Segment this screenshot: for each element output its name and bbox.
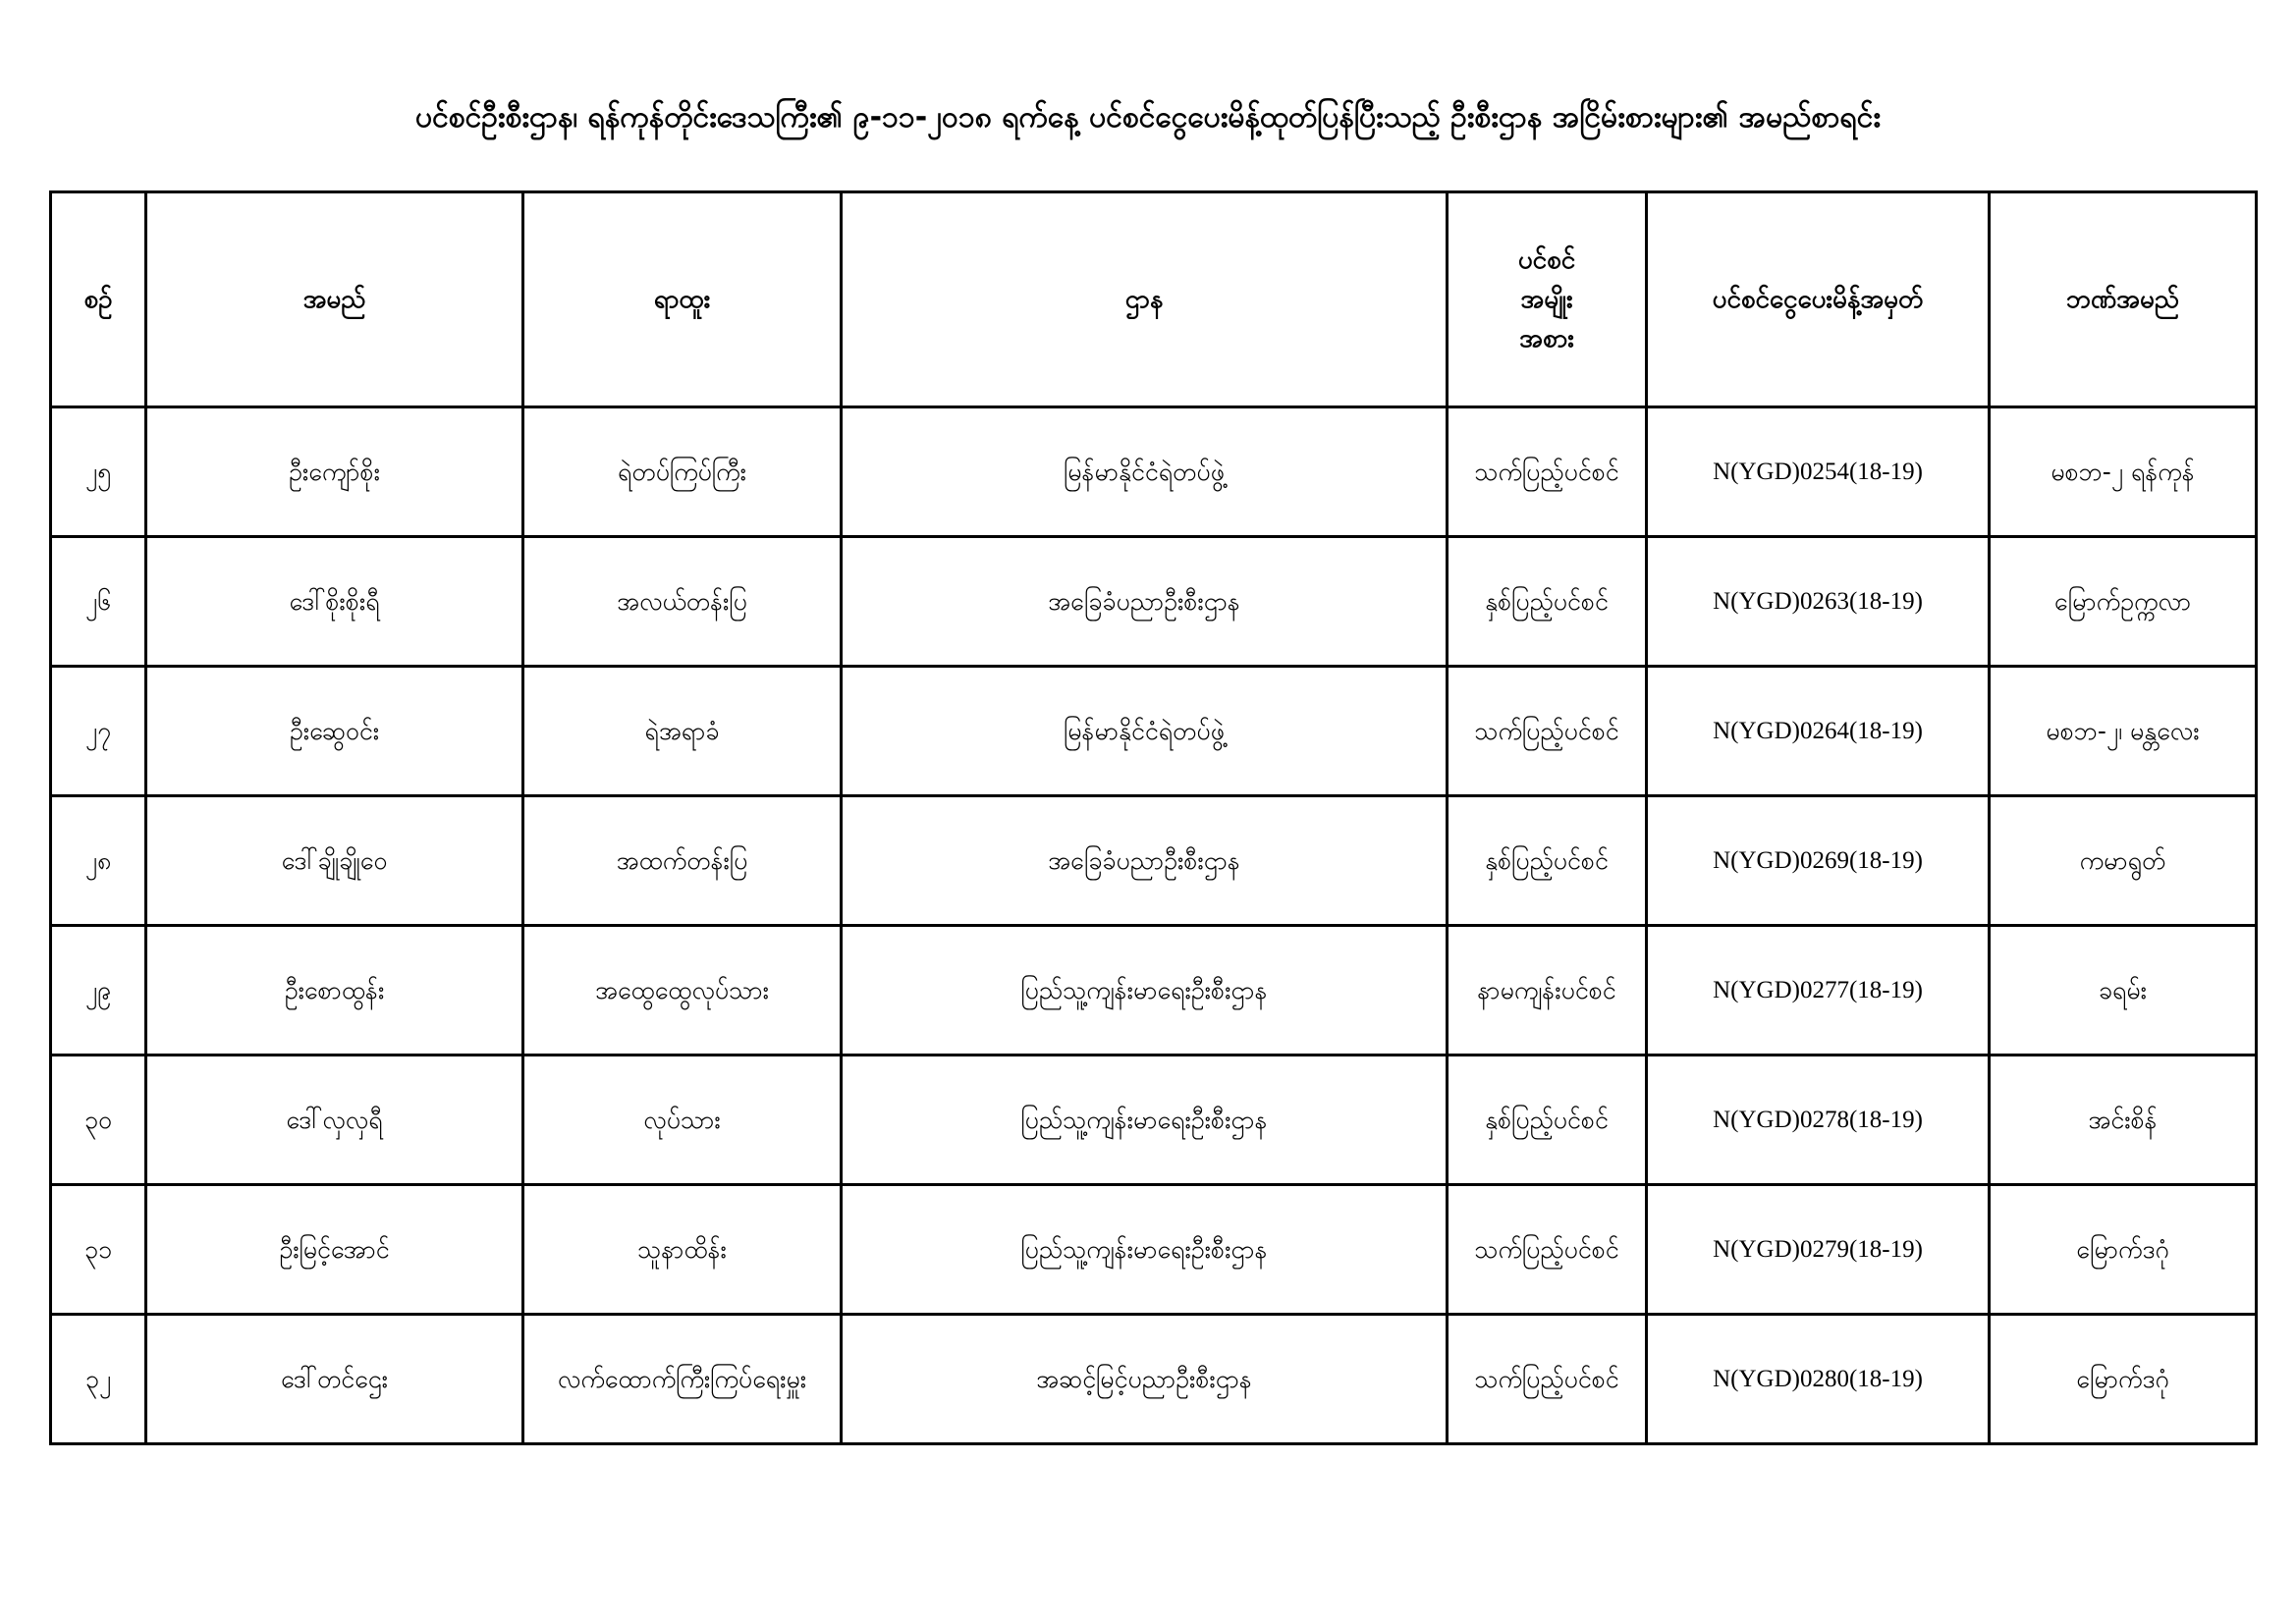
cell-position: လက်ထောက်ကြီးကြပ်ရေးမှူး	[523, 1315, 842, 1444]
cell-bank-name: ကမာရွတ်	[1990, 796, 2257, 926]
cell-bank-name: အင်းစိန်	[1990, 1056, 2257, 1185]
cell-name: ဦးဆွေဝင်း	[146, 667, 523, 796]
cell-department: ပြည်သူ့ကျန်းမာရေးဦးစီးဌာန	[842, 926, 1448, 1056]
cell-position: အလယ်တန်းပြ	[523, 537, 842, 667]
table-row	[51, 926, 2257, 1056]
cell-position: အထွေထွေလုပ်သား	[523, 926, 842, 1056]
cell-pension-order-no: N(YGD)0269(18-19)	[1647, 796, 1990, 926]
cell-pension-type: နှစ်ပြည့်ပင်စင်	[1448, 1056, 1647, 1185]
cell-pension-type: နှစ်ပြည့်ပင်စင်	[1448, 537, 1647, 667]
cell-name: ဦးမြင့်အောင်	[146, 1185, 523, 1315]
cell-name: ဒေါ်တင်ဌေး	[146, 1315, 523, 1444]
cell-serial-no: ၃၁	[51, 1185, 146, 1315]
cell-pension-type: သက်ပြည့်ပင်စင်	[1448, 407, 1647, 537]
cell-department: မြန်မာနိုင်ငံရဲတပ်ဖွဲ့	[842, 407, 1448, 537]
cell-department: အဆင့်မြင့်ပညာဦးစီးဌာန	[842, 1315, 1448, 1444]
cell-department: မြန်မာနိုင်ငံရဲတပ်ဖွဲ့	[842, 667, 1448, 796]
table-row	[51, 1185, 2257, 1315]
cell-name: ဒေါ်ချိုချိုဝေ	[146, 796, 523, 926]
cell-pension-order-no: N(YGD)0264(18-19)	[1647, 667, 1990, 796]
cell-serial-no: ၂၈	[51, 796, 146, 926]
header-position: ရာထူး	[523, 192, 842, 407]
cell-serial-no: ၂၇	[51, 667, 146, 796]
header-pension-order-no: ပင်စင်ငွေပေးမိန့်အမှတ်	[1647, 192, 1990, 407]
header-department: ဌာန	[842, 192, 1448, 407]
cell-position: သူနာထိန်း	[523, 1185, 842, 1315]
cell-pension-order-no: N(YGD)0254(18-19)	[1647, 407, 1990, 537]
cell-bank-name: မြောက်ဥက္ကလာ	[1990, 537, 2257, 667]
header-row	[51, 192, 2257, 407]
header-serial-no: စဉ်	[51, 192, 146, 407]
cell-pension-type: နှစ်ပြည့်ပင်စင်	[1448, 796, 1647, 926]
cell-serial-no: ၂၉	[51, 926, 146, 1056]
cell-name: ဒေါ်လှလှရီ	[146, 1056, 523, 1185]
cell-bank-name: မြောက်ဒဂုံ	[1990, 1315, 2257, 1444]
header-name: အမည်	[146, 192, 523, 407]
cell-department: ပြည်သူ့ကျန်းမာရေးဦးစီးဌာန	[842, 1185, 1448, 1315]
cell-pension-order-no: N(YGD)0278(18-19)	[1647, 1056, 1990, 1185]
cell-serial-no: ၂၅	[51, 407, 146, 537]
cell-pension-order-no: N(YGD)0279(18-19)	[1647, 1185, 1990, 1315]
cell-pension-order-no: N(YGD)0277(18-19)	[1647, 926, 1990, 1056]
page-title: ပင်စင်ဦးစီးဌာန၊ ရန်ကုန်တိုင်းဒေသကြီး၏ ၉-၁၁-၂၀၁၈ ရက်နေ့ ပင်စင်ငွေပေးမိန့်ထုတ်ပြန်ပြီးသည့် ဦးစီးဌာန အငြိမ်းစားများ၏ အမည်စာရင်း	[414, 100, 1882, 135]
cell-serial-no: ၃၂	[51, 1315, 146, 1444]
cell-department: အခြေခံပညာဦးစီးဌာန	[842, 796, 1448, 926]
table-row	[51, 796, 2257, 926]
cell-bank-name: ခရမ်း	[1990, 926, 2257, 1056]
cell-position: ရဲအရာခံ	[523, 667, 842, 796]
cell-serial-no: ၂၆	[51, 537, 146, 667]
cell-bank-name: မြောက်ဒဂုံ	[1990, 1185, 2257, 1315]
cell-pension-type: သက်ပြည့်ပင်စင်	[1448, 1185, 1647, 1315]
cell-pension-type: သက်ပြည့်ပင်စင်	[1448, 1315, 1647, 1444]
cell-name: ဒေါ်စိုးစိုးရီ	[146, 537, 523, 667]
cell-department: ပြည်သူ့ကျန်းမာရေးဦးစီးဌာန	[842, 1056, 1448, 1185]
cell-pension-type: နာမကျန်းပင်စင်	[1448, 926, 1647, 1056]
cell-position: အထက်တန်းပြ	[523, 796, 842, 926]
cell-pension-order-no: N(YGD)0263(18-19)	[1647, 537, 1990, 667]
cell-pension-order-no: N(YGD)0280(18-19)	[1647, 1315, 1990, 1444]
cell-pension-type: သက်ပြည့်ပင်စင်	[1448, 667, 1647, 796]
cell-position: လုပ်သား	[523, 1056, 842, 1185]
cell-bank-name: မစဘ-၂ ရန်ကုန်	[1990, 407, 2257, 537]
table-row	[51, 537, 2257, 667]
pensioner-table	[49, 190, 2258, 1445]
table-row	[51, 1056, 2257, 1185]
table-row	[51, 667, 2257, 796]
cell-department: အခြေခံပညာဦးစီးဌာန	[842, 537, 1448, 667]
header-pension-type: ပင်စင် အမျိုး အစား	[1448, 192, 1647, 407]
header-bank-name: ဘဏ်အမည်	[1990, 192, 2257, 407]
cell-name: ဦးစောထွန်း	[146, 926, 523, 1056]
cell-position: ရဲတပ်ကြပ်ကြီး	[523, 407, 842, 537]
cell-name: ဦးကျော်စိုး	[146, 407, 523, 537]
cell-serial-no: ၃၀	[51, 1056, 146, 1185]
table-row	[51, 1315, 2257, 1444]
table-row	[51, 407, 2257, 537]
cell-bank-name: မစဘ-၂၊ မန္တလေး	[1990, 667, 2257, 796]
